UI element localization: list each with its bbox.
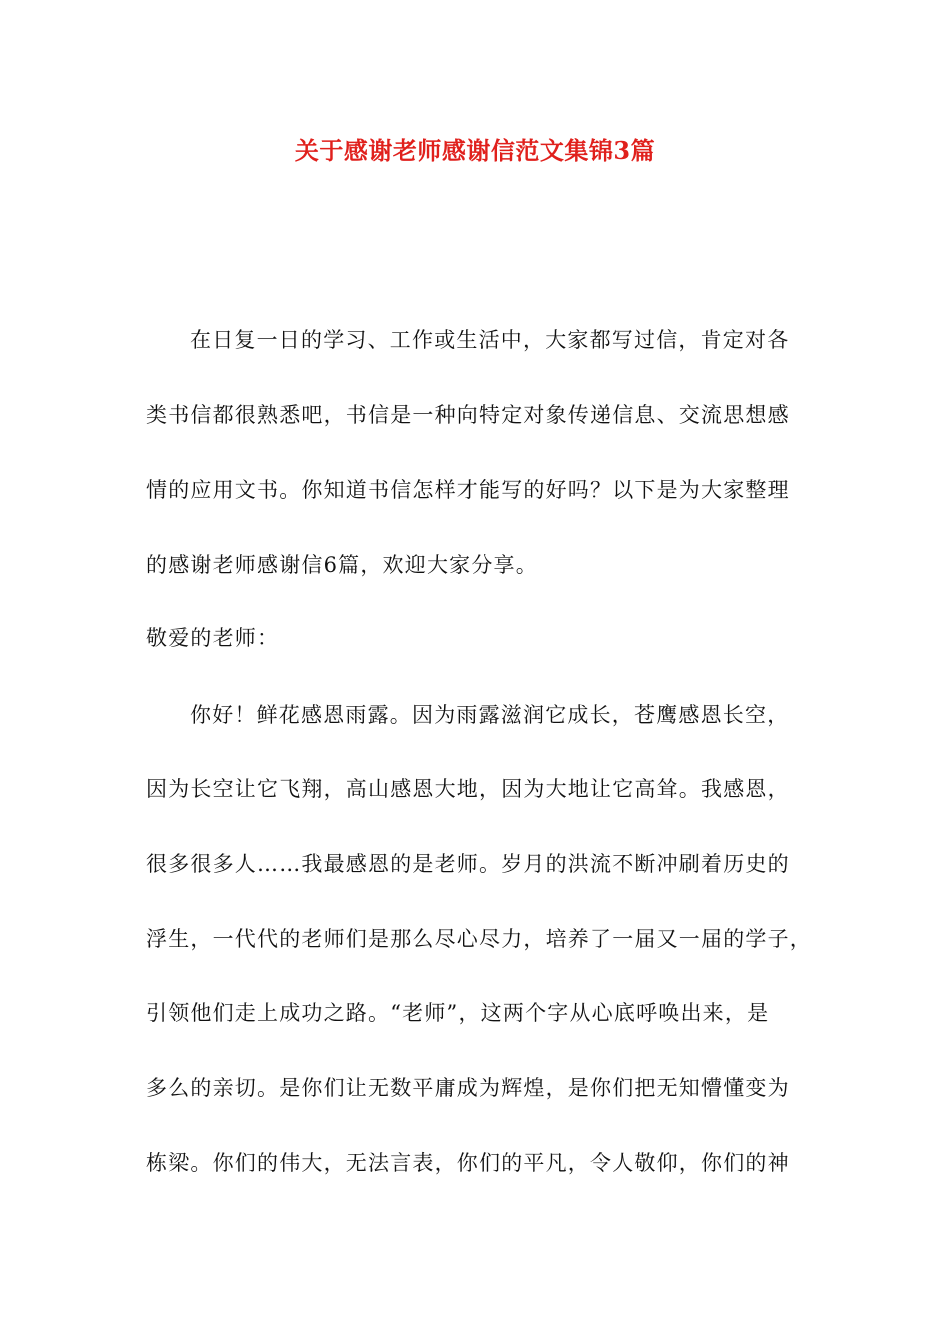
body-line-9: 浮生，一代代的老师们是那么尽心尽力，培养了一届又一届的学子， [146,927,812,951]
body-line-3: 情的应用文书。你知道书信怎样才能写的好吗？以下是为大家整理 [146,478,790,502]
salutation: 敬爱的老师： [146,626,280,650]
body-line-12: 栋梁。你们的伟大，无法言表，你们的平凡，令人敬仰，你们的神 [146,1151,790,1175]
body-line-6: 你好！鲜花感恩雨露。因为雨露滋润它成长，苍鹰感恩长空， [190,703,790,727]
body-line-1: 在日复一日的学习、工作或生活中，大家都写过信，肯定对各 [190,328,790,352]
body-line-11: 多么的亲切。是你们让无数平庸成为辉煌，是你们把无知懵懂变为 [146,1076,790,1100]
body-line-10: 引领他们走上成功之路。“老师”，这两个字从心底呼唤出来，是 [146,1001,770,1025]
body-line-2: 类书信都很熟悉吧，书信是一种向特定对象传递信息、交流思想感 [146,403,790,427]
body-line-4: 的感谢老师感谢信6篇，欢迎大家分享。 [146,553,538,577]
document-title: 关于感谢老师感谢信范文集锦3篇 [294,136,656,165]
body-line-8: 很多很多人……我最感恩的是老师。岁月的洪流不断冲刷着历史的 [146,852,790,876]
body-line-7: 因为长空让它飞翔，高山感恩大地，因为大地让它高耸。我感恩， [146,777,790,801]
